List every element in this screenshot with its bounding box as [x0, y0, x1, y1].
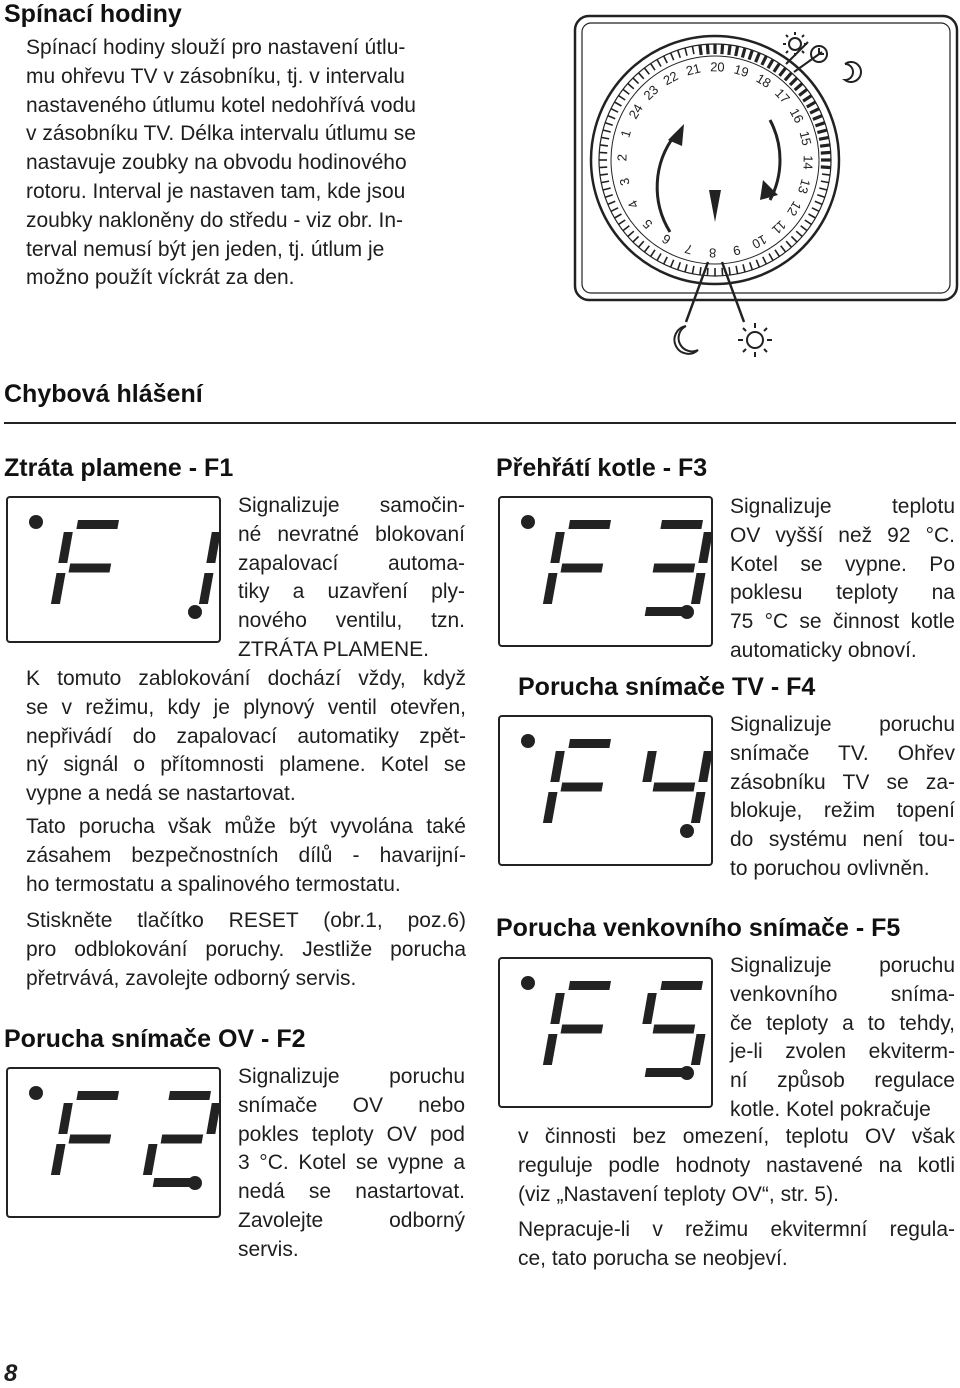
digit-F: [51, 1091, 119, 1175]
text-line: ní způsob regulace: [730, 1069, 955, 1093]
dial-hour-label: 21: [684, 60, 703, 79]
dial-tooth: [700, 267, 701, 275]
text-line: snímače TV. Ohřev: [730, 741, 955, 765]
text-line: Signalizuje poruchu: [730, 713, 955, 736]
digit-4: [642, 751, 711, 823]
segment-g: [653, 564, 696, 573]
segment-b: [698, 532, 711, 563]
dial-hour-label: 5: [639, 216, 656, 232]
segment-c: [199, 573, 214, 604]
dial-hour-label: 18: [753, 70, 774, 91]
segment-e: [143, 1144, 158, 1175]
f5-display: [498, 957, 713, 1108]
text-line: zásahem bezpečnostních dílů - havarijní-: [26, 843, 466, 867]
dial-hour-label: 3: [616, 176, 633, 188]
dial-hour-label: 12: [784, 198, 805, 219]
text-line: né nevratné blokovaní: [238, 522, 465, 546]
text-line: Signalizuje poruchu: [730, 954, 955, 977]
dial-tooth: [736, 46, 738, 56]
text-line: Stiskněte tlačítko RESET (obr.1, poz.6): [26, 909, 466, 932]
f2-display: [6, 1067, 221, 1218]
display-indicator-dot: [29, 1086, 43, 1100]
dial-hour-label: 7: [682, 241, 695, 258]
dial-tooth: [600, 174, 608, 175]
timer-title: Spínací hodiny: [4, 0, 182, 28]
dial-tooth: [729, 45, 730, 55]
text-line: Kotel se vypne. Po: [730, 552, 955, 576]
f1-title: Ztráta plamene - F1: [4, 454, 234, 482]
f5-body-text: [518, 1123, 955, 1209]
f5-note-text: [518, 1216, 955, 1274]
segment-a: [660, 520, 703, 529]
segment-f: [642, 751, 657, 782]
text-line: Signalizuje samočin-: [238, 494, 465, 517]
segment-f: [550, 532, 565, 563]
dial-tooth: [707, 44, 708, 54]
text-line: kotle. Kotel pokračuje: [730, 1097, 931, 1121]
text-line: ce, tato porucha se neobjeví.: [518, 1246, 788, 1270]
f3-display: [498, 496, 713, 647]
digit-F: [543, 739, 611, 823]
segment-f: [58, 1103, 73, 1134]
f5-side-text: [730, 952, 955, 1125]
text-line: Signalizuje teplotu: [730, 495, 955, 518]
display-indicator-dot: [521, 734, 535, 748]
dial-tooth: [700, 45, 701, 55]
text-line: automaticky obnoví.: [730, 638, 917, 662]
dial-tooth: [821, 167, 831, 168]
dial-hour-label: 8: [708, 245, 717, 261]
timer-dial: [560, 0, 960, 360]
text-line: v zásobníku TV. Délka intervalu útlumu se: [26, 122, 416, 146]
f1-display: [6, 496, 221, 643]
f1-side-text: [238, 492, 465, 665]
text-line: 75 °C se činnost kotle: [730, 610, 955, 634]
dial-hour-label: 6: [659, 231, 674, 248]
text-line: Nepracuje-li v režimu ekvitermní regula-: [518, 1218, 955, 1241]
segment-g: [653, 783, 696, 792]
page-number: 8: [4, 1360, 18, 1387]
display-indicator-dot: [521, 515, 535, 529]
dial-hour-label: 11: [768, 217, 790, 238]
text-line: v činnosti bez omezení, teplotu OV však: [518, 1125, 955, 1148]
text-line: venkovního sníma-: [730, 982, 955, 1006]
moon-icon-bottom: [674, 326, 698, 354]
dial-hour-label: 22: [660, 68, 681, 89]
segment-g: [653, 1025, 696, 1034]
segment-f: [58, 532, 73, 563]
text-line: terval nemusí být jen jeden, tj. útlum je: [26, 237, 385, 261]
dial-tooth: [822, 174, 830, 175]
dial-hour-label: 20: [709, 59, 725, 75]
text-line: rotoru. Interval je nastaven tam, kde jsou: [26, 179, 406, 203]
text-line: nedá se nastartovat.: [238, 1180, 465, 1204]
segment-e: [543, 573, 558, 604]
segment-a: [568, 981, 611, 990]
dial-hour-label: 2: [614, 153, 630, 162]
text-line: nastaveného útlumu kotel nedohřívá vodu: [26, 93, 416, 117]
segment-f: [550, 993, 565, 1024]
text-line: pokles teploty OV pod: [238, 1122, 465, 1146]
dial-hour-label: 23: [640, 82, 662, 103]
segment-f: [642, 993, 657, 1024]
digit-3: [645, 520, 711, 616]
digit-F: [543, 520, 611, 604]
text-line: če teploty a to tehdy,: [730, 1011, 955, 1035]
decimal-point: [680, 824, 694, 838]
dial-tooth: [707, 268, 708, 276]
errors-heading: Chybová hlášení: [4, 380, 203, 408]
sun-icon-bottom: [738, 323, 772, 357]
dial-hour-label: 15: [796, 129, 815, 148]
text-line: tiky a uzavření ply-: [238, 580, 465, 604]
text-line: do systému není tou-: [730, 828, 955, 852]
dial-tooth: [722, 44, 723, 54]
decimal-point: [680, 605, 694, 619]
text-line: snímače OV nebo: [238, 1093, 465, 1117]
segment-c: [691, 573, 706, 604]
timer-dial-figure: [560, 0, 960, 360]
segment-e: [51, 1144, 66, 1175]
dial-hour-label: 4: [624, 197, 642, 212]
segment-a: [76, 1091, 119, 1100]
text-line: blokuje, režim topení: [730, 799, 955, 823]
text-line: vypne a nedá se nastartovat.: [26, 782, 296, 806]
f4-display: [498, 715, 713, 866]
text-line: mu ohřevu TV v zásobníku, tj. v intervalu: [26, 64, 405, 88]
dial-tooth: [599, 152, 607, 153]
digit-F: [51, 520, 119, 604]
f3-title: Přehřátí kotle - F3: [496, 454, 708, 482]
dial-hour-label: 16: [786, 105, 807, 126]
section-divider: [4, 422, 956, 424]
timer-text: [26, 34, 466, 293]
dial-tooth: [821, 152, 831, 153]
segment-e: [543, 1034, 558, 1065]
text-line: pro odblokování poruchy. Jestliže porucha: [26, 937, 466, 961]
dial-tooth: [729, 267, 730, 275]
segment-g: [561, 783, 604, 792]
segment-b: [698, 751, 711, 782]
dial-hour-label: 10: [749, 231, 770, 252]
f1-reset-text: [26, 907, 466, 993]
f2-title: Porucha snímače OV - F2: [4, 1025, 306, 1053]
segment-e: [51, 573, 66, 604]
f4-title: Porucha snímače TV - F4: [518, 673, 816, 701]
dial-hour-label: 9: [731, 242, 743, 259]
text-line: to poruchou ovlivněn.: [730, 856, 930, 880]
text-line: Tato porucha však může být vyvolána také: [26, 815, 466, 838]
segment-g: [69, 564, 112, 573]
f1-cause-text: [26, 813, 466, 899]
dial-hour-label: 14: [800, 154, 816, 170]
f4-text: [730, 711, 955, 884]
text-line: poklesu teploty na: [730, 581, 955, 605]
f2-text: [238, 1063, 465, 1265]
segment-g: [561, 1025, 604, 1034]
text-line: Zavolejte odborný: [238, 1208, 465, 1232]
f3-text: [730, 493, 955, 666]
decimal-point: [188, 605, 202, 619]
digit-2: [143, 1091, 219, 1187]
f1-body-text: [26, 665, 466, 809]
text-line: je-li zvolen ekviterm-: [730, 1040, 955, 1064]
dial-tooth: [600, 145, 608, 146]
f5-title: Porucha venkovního snímače - F5: [496, 914, 901, 942]
segment-g: [161, 1135, 204, 1144]
text-line: zásobníku TV se za-: [730, 770, 955, 794]
segment-g: [561, 564, 604, 573]
digit-5: [642, 981, 705, 1077]
text-line: nepřivádí do zapalovací automatiky zpět-: [26, 724, 466, 748]
text-line: servis.: [238, 1237, 299, 1261]
dial-tooth: [599, 167, 607, 168]
decimal-point: [680, 1066, 694, 1080]
text-line: ný signál o přítomnosti plamene. Kotel se: [26, 753, 466, 777]
dial-hour-label: 19: [732, 61, 751, 81]
display-indicator-dot: [521, 976, 535, 990]
segment-a: [660, 981, 703, 990]
dial-hour-label: 24: [625, 101, 646, 122]
dial-tooth: [820, 145, 830, 146]
text-line: reguluje podle hodnoty nastavené na kotli: [518, 1153, 955, 1177]
text-line: Signalizuje poruchu: [238, 1065, 465, 1088]
text-line: nového ventilu, tzn.: [238, 609, 465, 633]
dial-tooth: [722, 268, 723, 276]
segment-c: [691, 792, 706, 823]
text-line: přetrvává, zavolejte odborný servis.: [26, 966, 357, 990]
text-line: možno použít víckrát za den.: [26, 266, 295, 290]
text-line: ho termostatu a spalinového termostatu.: [26, 872, 401, 896]
segment-a: [568, 520, 611, 529]
text-line: nastavuje zoubky na obvodu hodinového: [26, 151, 407, 175]
segment-a: [568, 739, 611, 748]
segment-a: [168, 1091, 211, 1100]
text-line: K tomuto zablokování dochází vždy, když: [26, 667, 466, 690]
text-line: se v režimu, kdy je plynový ventil otevřen,: [26, 695, 466, 719]
dial-hour-label: 17: [772, 85, 793, 107]
display-indicator-dot: [29, 515, 43, 529]
digit-1: [199, 532, 219, 604]
text-line: ZTRÁTA PLAMENE.: [238, 637, 429, 661]
segment-c: [691, 1034, 706, 1065]
text-line: zoubky nakloněny do středu - viz obr. In-: [26, 208, 404, 232]
segment-b: [206, 532, 219, 563]
dial-hour-label: 1: [617, 127, 634, 140]
text-line: 3 °C. Kotel se vypne a: [238, 1151, 465, 1175]
dial-tooth: [819, 137, 829, 139]
text-line: OV vyšší než 92 °C.: [730, 523, 955, 547]
text-line: zapalovací automa-: [238, 551, 465, 575]
text-line: (viz „Nastavení teploty OV“, str. 5).: [518, 1182, 839, 1206]
dial-hour-label: 13: [794, 177, 814, 196]
segment-e: [543, 792, 558, 823]
segment-a: [76, 520, 119, 529]
segment-b: [206, 1103, 219, 1134]
decimal-point: [188, 1176, 202, 1190]
segment-f: [550, 751, 565, 782]
digit-F: [543, 981, 611, 1065]
segment-g: [69, 1135, 112, 1144]
text-line: Spínací hodiny slouží pro nastavení útlu-: [26, 36, 406, 59]
